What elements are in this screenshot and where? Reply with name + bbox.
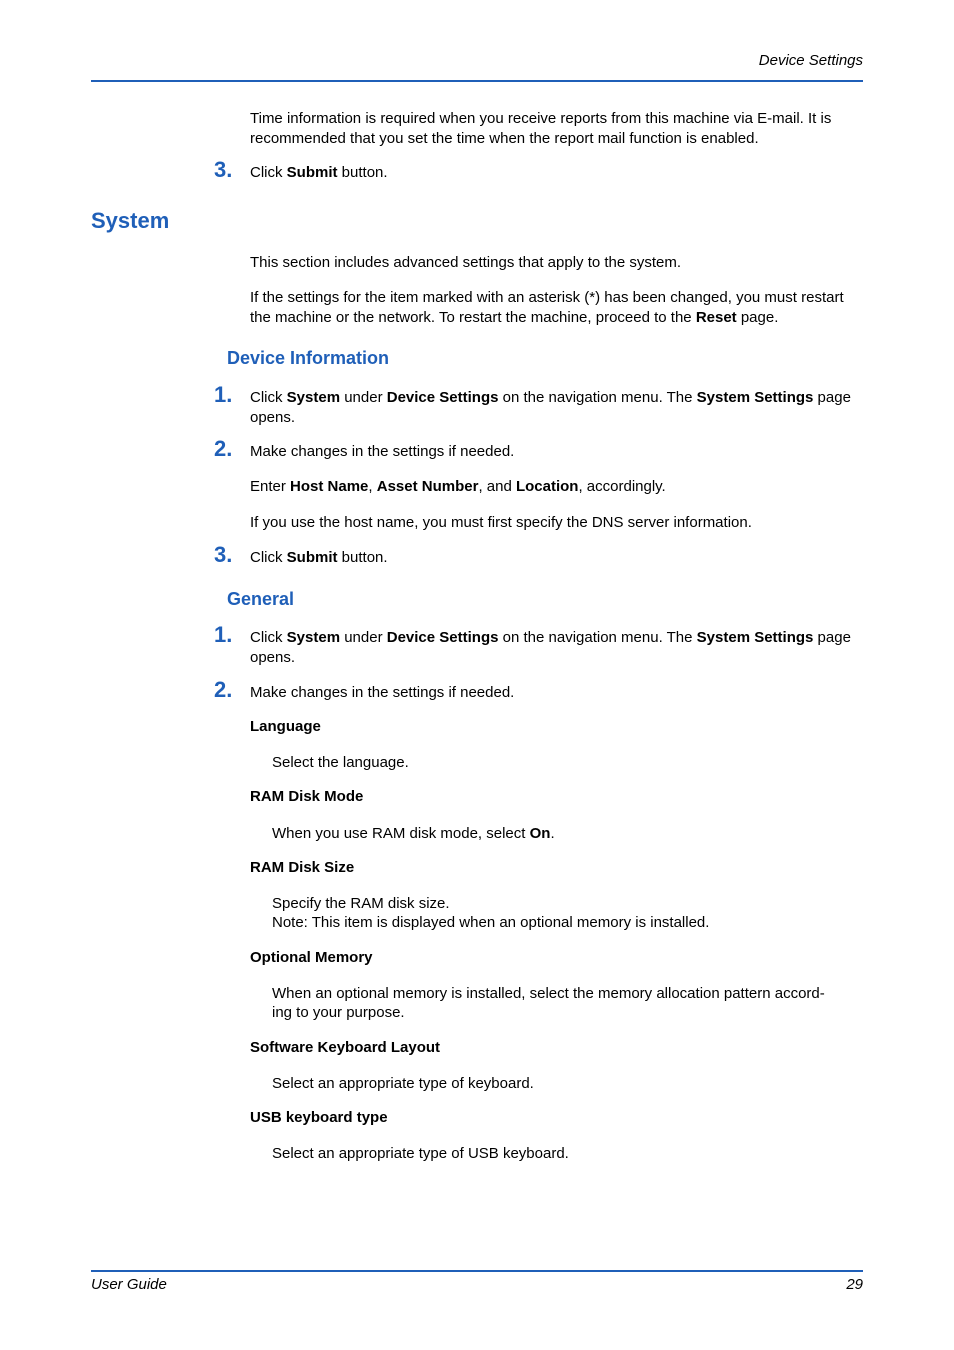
setting-label-software-keyboard-layout: Software Keyboard Layout: [250, 1039, 441, 1056]
setting-desc-cont: ing to your purpose.: [272, 1004, 405, 1021]
header-rule: [91, 80, 863, 82]
setting-label-ram-disk-mode: RAM Disk Mode: [250, 788, 364, 805]
running-header: Device Settings: [758, 52, 863, 69]
footer-rule: [91, 1270, 863, 1272]
submit-step: Click Submit button.: [250, 164, 388, 181]
step-text: Make changes in the settings if needed.: [250, 443, 515, 460]
submit-step: Click Submit button.: [250, 549, 388, 566]
setting-label-optional-memory: Optional Memory: [250, 949, 373, 966]
subsection-title-general: General: [227, 589, 295, 609]
step-number: 2.: [214, 677, 233, 702]
step-text: Click System under Device Settings on the navigation menu. The System Settings page opens.: [250, 629, 851, 666]
page-number: 29: [846, 1276, 863, 1293]
enter-fields-note: Enter Host Name, Asset Number, and Location, accordingly.: [250, 478, 666, 495]
asterisk-note: If the settings for the item marked with an asterisk (*) has been changed, you must restart the machine or the network. To restart the machine, proceed to the Reset page.: [250, 289, 844, 326]
setting-desc: Select the language.: [272, 754, 409, 771]
setting-label-ram-disk-size: RAM Disk Size: [250, 859, 355, 876]
step-text: Click System under Device Settings on the navigation menu. The System Settings page opens.: [250, 389, 851, 426]
system-desc: This section includes advanced settings that apply to the system.: [250, 254, 682, 271]
section-title-system: System: [91, 208, 170, 233]
time-note: Time information is required when you receive reports from this machine via E-mail. It is recommended that you set the time when the report mail function is enabled.: [250, 110, 832, 147]
setting-desc: Select an appropriate type of keyboard.: [272, 1075, 534, 1092]
step-number: 1.: [214, 382, 233, 407]
step-number: 2.: [214, 436, 233, 461]
footer-guide-title: User Guide: [91, 1276, 167, 1293]
step-number: 1.: [214, 622, 233, 647]
setting-label-usb-keyboard-type: USB keyboard type: [250, 1109, 388, 1126]
setting-label-language: Language: [250, 718, 321, 735]
setting-desc: When an optional memory is installed, select the memory allocation pattern accord-: [272, 985, 825, 1002]
setting-desc: Specify the RAM disk size.: [272, 895, 450, 912]
setting-desc: Select an appropriate type of USB keyboard.: [272, 1145, 569, 1162]
subsection-title-device-information: Device Information: [227, 348, 390, 368]
step-number: 3.: [214, 542, 233, 567]
step-number: 3.: [214, 157, 233, 182]
setting-desc: When you use RAM disk mode, select On.: [272, 825, 555, 842]
dns-note: If you use the host name, you must first specify the DNS server information.: [250, 514, 752, 531]
step-text: Make changes in the settings if needed.: [250, 684, 515, 701]
setting-note: Note: This item is displayed when an optional memory is installed.: [272, 914, 710, 931]
